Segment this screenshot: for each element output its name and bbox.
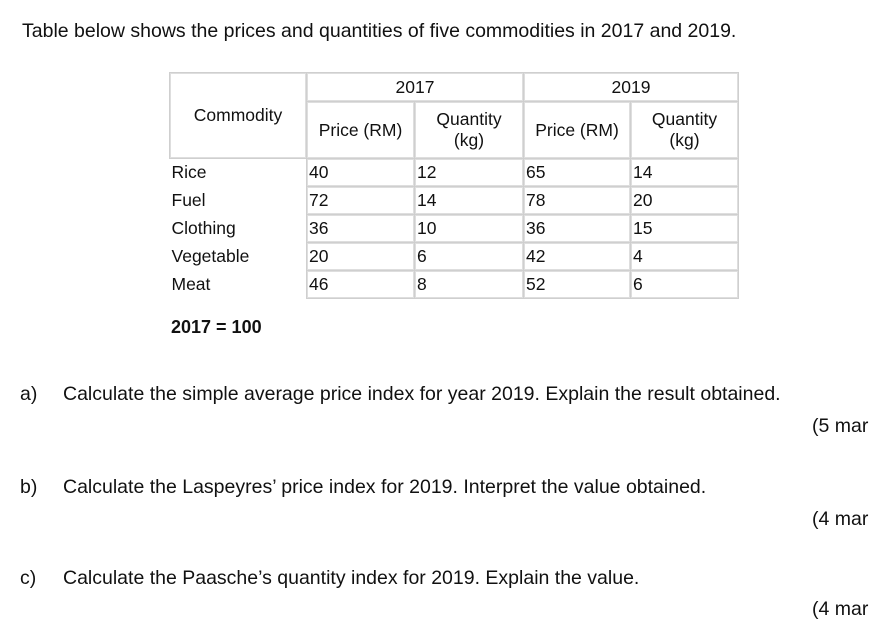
quantity-2019-cell: 4 — [631, 243, 739, 271]
commodity-header: Commodity — [170, 73, 307, 159]
price-2019-header: Price (RM) — [524, 102, 631, 159]
table-row — [170, 271, 739, 299]
price-2019-cell: 36 — [524, 215, 631, 243]
price-2017-cell: 72 — [307, 187, 415, 215]
price-2019-cell: 52 — [524, 271, 631, 299]
price-2017-cell: 36 — [307, 215, 415, 243]
quantity-2017-cell: 8 — [415, 271, 524, 299]
table-row — [170, 187, 739, 215]
year-2019-header: 2019 — [524, 73, 739, 102]
quantity-2017-header — [415, 102, 524, 159]
quantity-2019-cell: 20 — [631, 187, 739, 215]
price-2019-cell: 78 — [524, 187, 631, 215]
question-b — [20, 476, 706, 499]
question-c-marks: (4 mar — [812, 598, 869, 620]
question-letter: c) — [20, 567, 37, 589]
table-row — [170, 159, 739, 187]
question-a-marks: (5 mar — [812, 415, 869, 437]
question-letter: a) — [20, 383, 38, 405]
commodity-name: Clothing — [170, 215, 307, 243]
year-2017-header: 2017 — [307, 73, 524, 102]
price-2017-header: Price (RM) — [307, 102, 415, 159]
question-text: Calculate the simple average price index for year 2019. Explain the result obtained. — [63, 383, 781, 405]
question-letter: b) — [20, 476, 38, 498]
question-c — [20, 567, 639, 590]
quantity-2017-cell: 6 — [415, 243, 524, 271]
quantity-header-line2: (kg) — [453, 130, 485, 150]
quantity-header-line1: Quantity — [651, 109, 718, 129]
quantity-header-line2: (kg) — [669, 130, 700, 150]
quantity-2019-cell: 15 — [631, 215, 739, 243]
quantity-2017-cell: 10 — [415, 215, 524, 243]
quantity-2019-header — [631, 102, 739, 159]
quantity-2019-cell: 6 — [631, 271, 739, 299]
question-text: Calculate the Paasche’s quantity index for 2019. Explain the value. — [63, 567, 640, 589]
commodity-name: Vegetable — [170, 243, 307, 271]
commodity-name: Meat — [170, 271, 307, 299]
price-2017-cell: 20 — [307, 243, 415, 271]
quantity-2017-cell: 14 — [415, 187, 524, 215]
price-2017-cell: 40 — [307, 159, 415, 187]
quantity-2019-cell: 14 — [631, 159, 739, 187]
price-2019-cell: 65 — [524, 159, 631, 187]
commodity-name: Fuel — [170, 187, 307, 215]
base-year-note: 2017 = 100 — [171, 317, 262, 337]
intro-text: Table below shows the prices and quantities of five commodities in 2017 and 2019. — [22, 20, 737, 42]
question-text: Calculate the Laspeyres’ price index for 2019. Interpret the value obtained. — [63, 476, 707, 498]
table-row — [170, 243, 739, 271]
question-a — [20, 383, 781, 406]
quantity-2017-cell: 12 — [415, 159, 524, 187]
commodity-name: Rice — [170, 159, 307, 187]
question-b-marks: (4 mar — [812, 508, 869, 530]
quantity-header-line1: Quantity — [436, 109, 502, 129]
table-row — [170, 215, 739, 243]
commodity-table — [169, 72, 739, 299]
price-2019-cell: 42 — [524, 243, 631, 271]
price-2017-cell: 46 — [307, 271, 415, 299]
